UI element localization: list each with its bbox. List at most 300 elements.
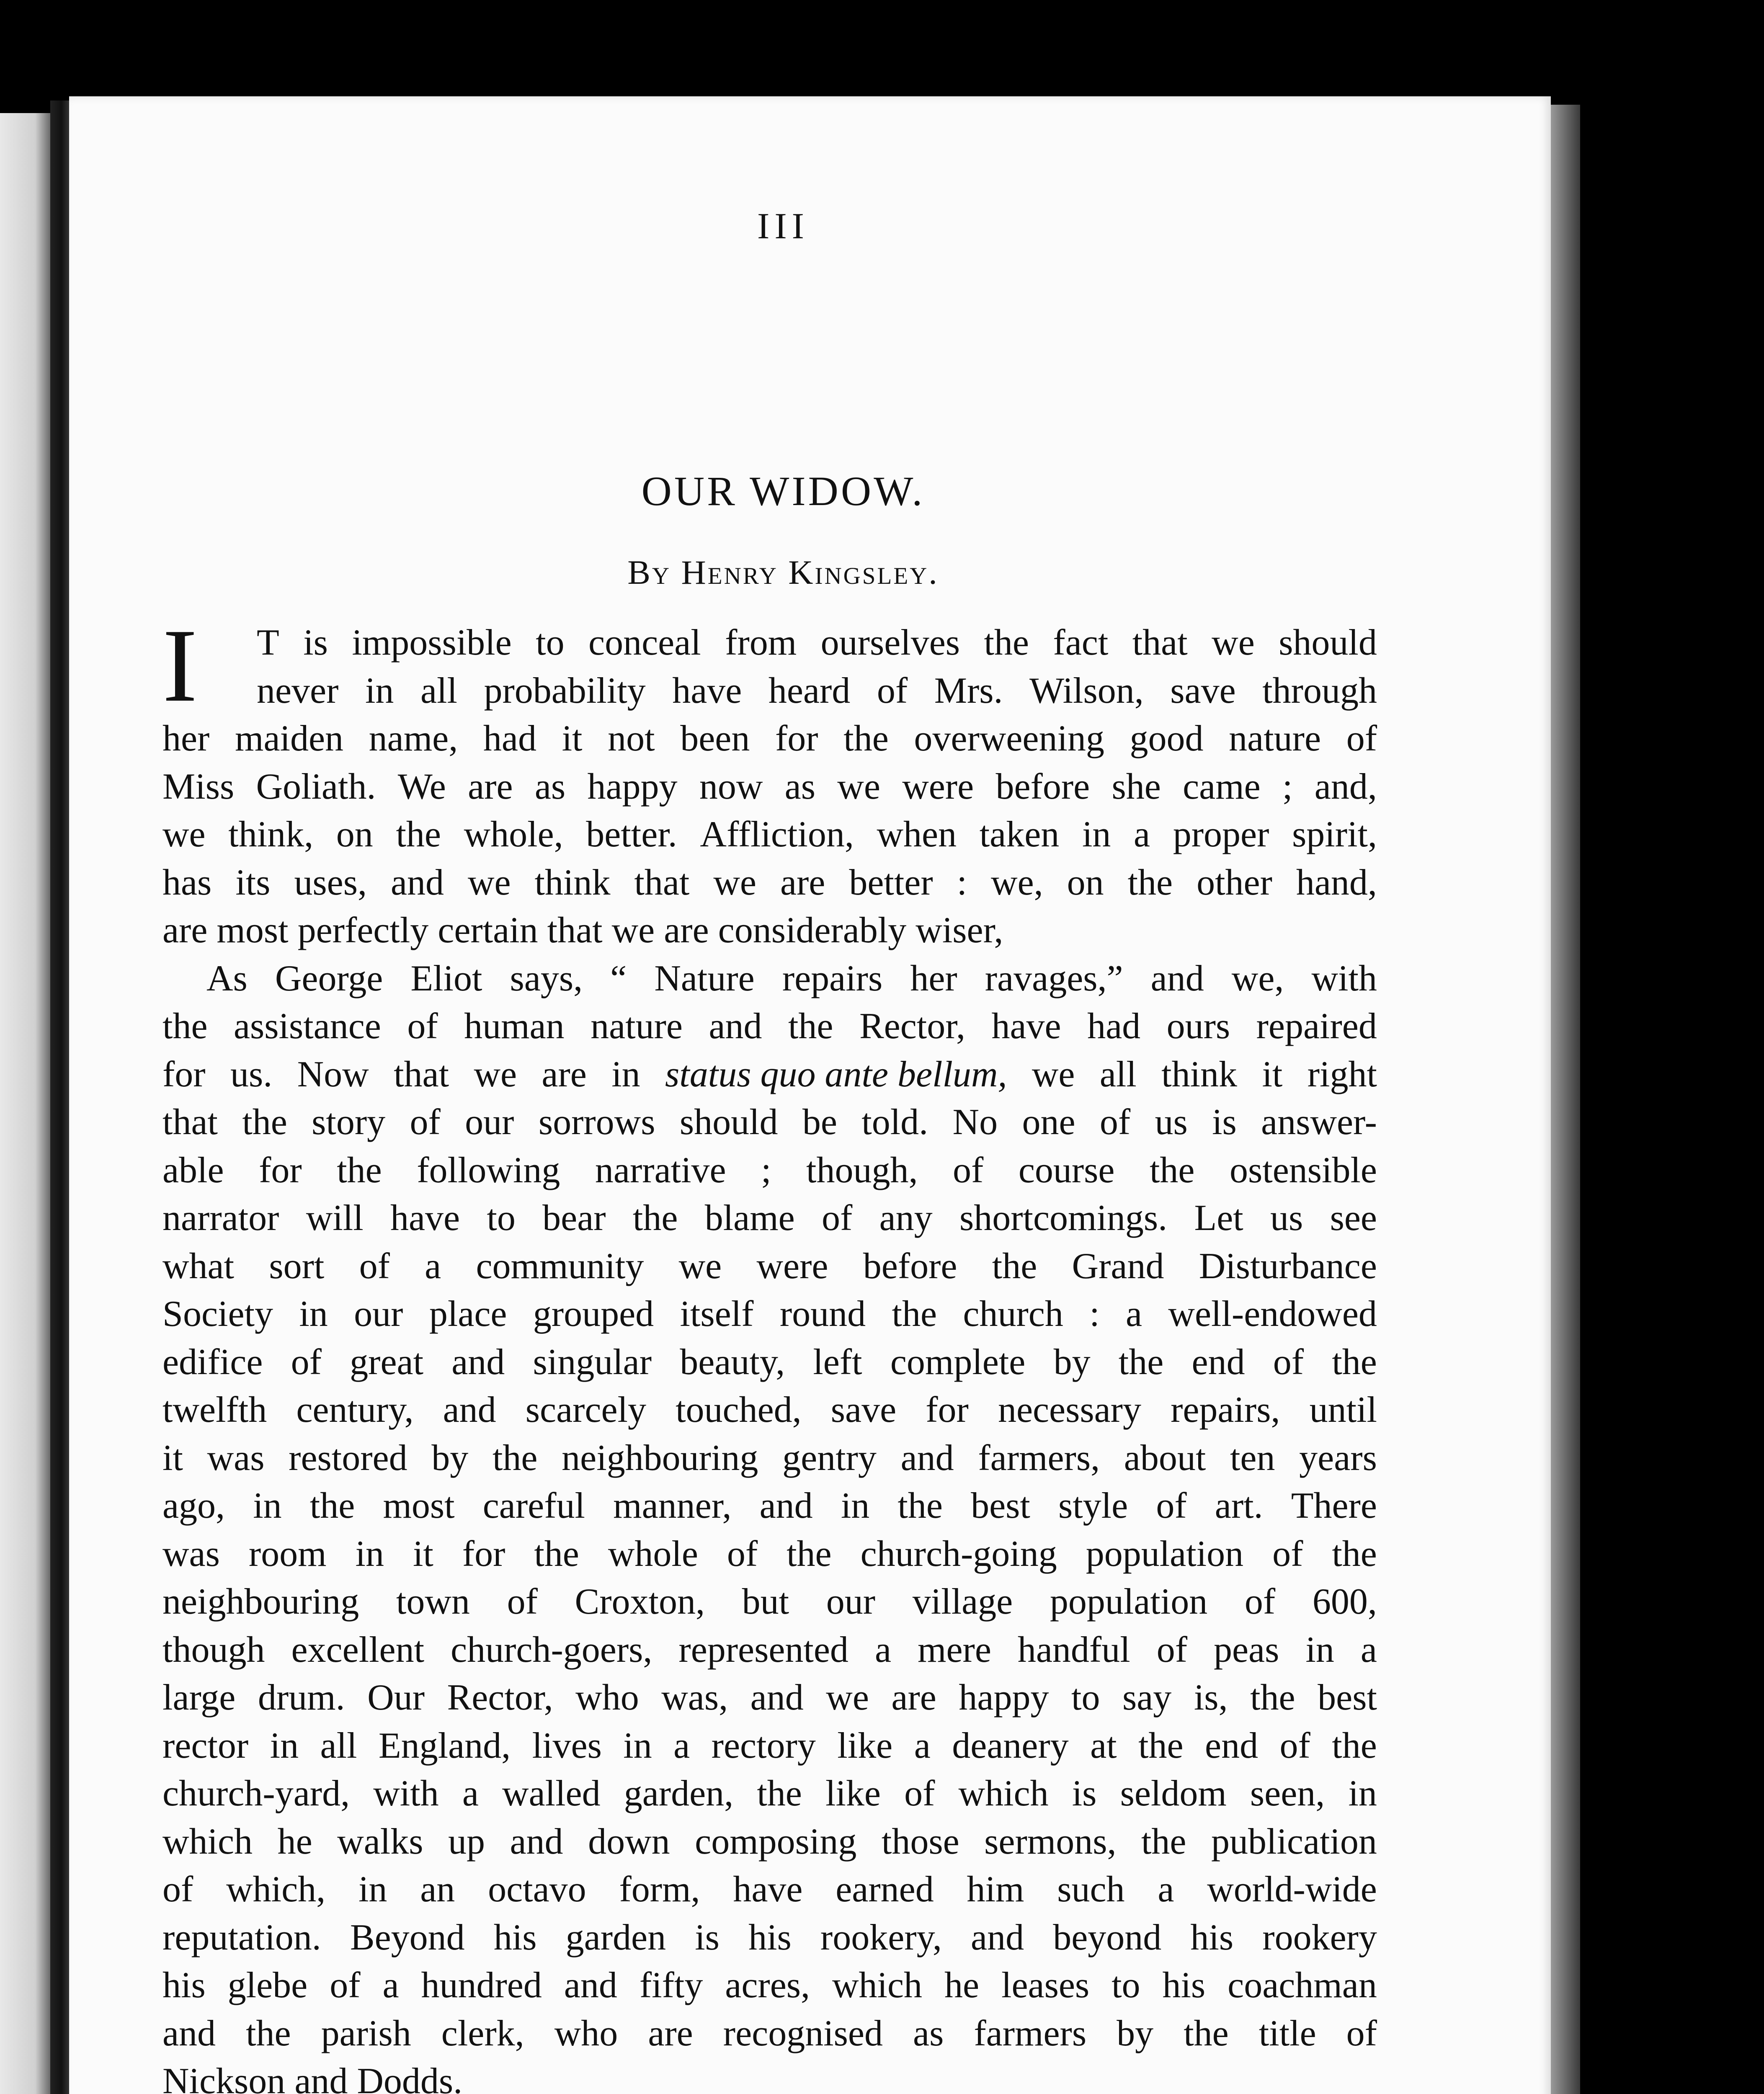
text-line	[162, 1290, 1377, 1338]
text-line	[162, 1818, 1377, 1866]
word: Croxton,	[575, 1581, 705, 1622]
word: status quo ante bellum,	[665, 1054, 1007, 1095]
text-line	[162, 1147, 1377, 1195]
page-edge-shadow	[1551, 105, 1580, 2094]
word: is	[1072, 1773, 1097, 1814]
word: in	[611, 1054, 640, 1095]
word: was,	[661, 1677, 728, 1718]
word: blame	[704, 1198, 795, 1238]
word: considerably	[718, 910, 907, 951]
word: of	[1244, 1581, 1276, 1622]
word: title	[1259, 2013, 1316, 2054]
word: what	[162, 1246, 235, 1287]
word: in	[253, 1485, 282, 1526]
word: in	[623, 1725, 652, 1766]
word: ourselves	[820, 622, 960, 663]
word: left	[813, 1341, 862, 1382]
word: with	[1311, 958, 1377, 999]
word: when	[877, 814, 957, 855]
word: ostensible	[1230, 1150, 1377, 1191]
word: his	[493, 1917, 537, 1958]
word: of	[953, 1150, 984, 1191]
word: one	[1022, 1102, 1075, 1142]
word: town	[396, 1581, 470, 1622]
text-line	[162, 859, 1377, 907]
word: twelfth	[162, 1390, 267, 1430]
word: our	[354, 1294, 403, 1334]
word: that	[162, 1102, 218, 1142]
word: in	[1082, 814, 1111, 855]
word: until	[1309, 1390, 1377, 1430]
word: and,	[1314, 766, 1377, 807]
word: impossible	[352, 622, 512, 663]
word: the	[1118, 1341, 1164, 1382]
word: farmers,	[978, 1437, 1100, 1478]
word: the	[1250, 1677, 1295, 1718]
word: shortcomings.	[959, 1198, 1168, 1238]
word: neighbouring	[162, 1581, 359, 1622]
word: Eliot	[410, 958, 482, 999]
word: earned	[836, 1869, 934, 1910]
word: 600,	[1312, 1581, 1377, 1622]
word: round	[779, 1294, 866, 1334]
word: and	[162, 2013, 216, 2054]
word: of	[359, 1246, 390, 1287]
word: and	[294, 2061, 348, 2094]
word: an	[420, 1869, 455, 1910]
word: the	[242, 1102, 287, 1142]
text-line	[162, 1914, 1377, 1962]
word: singular	[533, 1341, 652, 1382]
text-line	[162, 1482, 1377, 1530]
drop-cap: I	[162, 608, 198, 724]
word: says,	[510, 958, 583, 999]
word: who	[575, 1677, 639, 1718]
text-line	[162, 1866, 1377, 1914]
word: our	[826, 1581, 876, 1622]
word: walks	[337, 1821, 423, 1862]
word: on	[1067, 862, 1104, 903]
word: best	[1318, 1677, 1377, 1718]
word: years	[1299, 1437, 1377, 1478]
word: Disturbance	[1199, 1246, 1377, 1287]
word: excellent	[291, 1629, 425, 1670]
text-line	[162, 1338, 1377, 1387]
word: heard	[768, 670, 851, 711]
word: the	[1127, 862, 1173, 903]
word: of	[1346, 2013, 1377, 2054]
word: see	[1330, 1198, 1377, 1238]
text-line	[162, 955, 1377, 1003]
word: rookery,	[820, 1917, 942, 1958]
word: it	[1262, 1054, 1283, 1095]
word: T	[257, 622, 279, 663]
word: us	[1270, 1198, 1303, 1238]
word: ;	[1282, 766, 1293, 807]
word: and	[900, 1437, 954, 1478]
word: which	[832, 1965, 923, 2006]
word: though,	[806, 1150, 918, 1191]
word: style	[1058, 1485, 1128, 1526]
word: the	[1332, 1341, 1377, 1382]
word: publication	[1211, 1821, 1377, 1862]
word: of	[1156, 1629, 1187, 1670]
word: have	[733, 1869, 803, 1910]
text-line	[162, 2010, 1377, 2058]
word: the	[492, 1437, 538, 1478]
word: which,	[226, 1869, 326, 1910]
word: large	[162, 1677, 236, 1718]
word: most	[383, 1485, 455, 1526]
word: have	[390, 1198, 460, 1238]
word: are	[542, 1054, 587, 1095]
word: a	[382, 1965, 399, 2006]
word: walled	[502, 1773, 601, 1814]
word: for	[775, 718, 818, 759]
text-line	[162, 715, 1377, 763]
word: we	[1212, 622, 1255, 663]
word: with	[373, 1773, 439, 1814]
word: the	[892, 1294, 937, 1334]
word: end	[1191, 1341, 1245, 1382]
word: the	[162, 1006, 208, 1047]
word: community	[476, 1246, 644, 1287]
word: and	[451, 1341, 505, 1382]
word: garden,	[624, 1773, 734, 1814]
word: reputation.	[162, 1917, 321, 1958]
word: to	[536, 622, 565, 663]
word: that	[547, 910, 603, 951]
word: of	[507, 1581, 538, 1622]
word: happy	[959, 1677, 1049, 1718]
word: his	[162, 1965, 206, 2006]
word: and	[564, 1965, 617, 2006]
word: to	[1112, 1965, 1140, 2006]
word: coachman	[1228, 1965, 1377, 2006]
word: Rector,	[859, 1006, 965, 1047]
word: its	[235, 862, 271, 903]
word: and	[510, 1821, 563, 1862]
word: village	[912, 1581, 1013, 1622]
word: bear	[542, 1198, 606, 1238]
word: and	[443, 1390, 496, 1430]
book-gutter	[50, 101, 69, 2094]
text-line	[162, 1674, 1377, 1722]
word: are	[664, 910, 709, 951]
word: never	[257, 670, 339, 711]
word: beyond	[1053, 1917, 1162, 1958]
word: peas	[1214, 1629, 1279, 1670]
word: Rector,	[447, 1677, 553, 1718]
word: answer-	[1261, 1102, 1377, 1142]
word: nature	[1229, 718, 1321, 759]
word: represented	[678, 1629, 848, 1670]
word: in	[1348, 1773, 1377, 1814]
word: should	[1279, 622, 1377, 663]
word: should	[679, 1102, 778, 1142]
word: like	[825, 1773, 881, 1814]
word: him	[967, 1869, 1024, 1910]
word: of	[330, 1965, 361, 2006]
story-title: OUR WIDOW.	[641, 468, 925, 514]
word: a	[673, 1725, 690, 1766]
word: are	[468, 766, 513, 807]
word: before	[863, 1246, 957, 1287]
word: the	[632, 1198, 678, 1238]
word: had	[483, 718, 536, 759]
word: uses,	[294, 862, 367, 903]
text-line	[162, 619, 1377, 667]
word: rectory	[711, 1725, 816, 1766]
word: are	[162, 910, 208, 951]
word: As	[206, 958, 248, 999]
word: to	[487, 1198, 516, 1238]
word: we	[162, 814, 206, 855]
word: overweening	[914, 718, 1104, 759]
word: of	[1279, 1725, 1310, 1766]
word: the	[984, 622, 1029, 663]
word: garden	[565, 1917, 666, 1958]
word: her	[910, 958, 957, 999]
word: save	[1170, 670, 1236, 711]
word: it	[562, 718, 583, 759]
word: of	[407, 1006, 438, 1047]
word: in	[1305, 1629, 1334, 1670]
word: was	[162, 1533, 220, 1574]
word: in	[358, 1869, 387, 1910]
word: following	[417, 1150, 560, 1191]
word: a	[1360, 1629, 1377, 1670]
word: careful	[482, 1485, 585, 1526]
text-line	[162, 1962, 1377, 2010]
word: Miss	[162, 766, 235, 807]
word: he	[944, 1965, 980, 2006]
page-number: III	[757, 206, 809, 247]
word: the	[246, 2013, 291, 2054]
text-line	[162, 1003, 1377, 1051]
text-line	[162, 811, 1377, 859]
word: end	[1205, 1725, 1259, 1766]
word: as	[784, 766, 815, 807]
word: who	[554, 2013, 618, 2054]
word: Society	[162, 1294, 273, 1334]
word: certain	[438, 910, 538, 951]
word: Beyond	[350, 1917, 465, 1958]
word: of	[1346, 718, 1377, 759]
word: lives	[532, 1725, 602, 1766]
word: drum.	[258, 1677, 345, 1718]
word: century,	[296, 1390, 414, 1430]
word: those	[881, 1821, 959, 1862]
word: think,	[228, 814, 314, 855]
word: wiser,	[916, 910, 1003, 951]
word: grouped	[533, 1294, 654, 1334]
word: whole,	[464, 814, 563, 855]
word: perfectly	[297, 910, 429, 951]
word: all	[1099, 1054, 1137, 1095]
word: the	[1138, 1725, 1184, 1766]
word: restored	[289, 1437, 407, 1478]
word: better	[849, 862, 933, 903]
word: ;	[761, 1150, 771, 1191]
word: story	[312, 1102, 386, 1142]
word: the	[1332, 1725, 1377, 1766]
word: is,	[1194, 1677, 1228, 1718]
author-byline: By Henry Kingsley.	[627, 553, 939, 591]
word: have	[672, 670, 742, 711]
word: had	[1087, 1006, 1141, 1047]
word: a	[1134, 814, 1150, 855]
word: for	[162, 1054, 206, 1095]
body-text	[162, 608, 1377, 2094]
word: form,	[619, 1869, 700, 1910]
word: ravages,”	[985, 958, 1123, 999]
word: room	[248, 1533, 327, 1574]
word: the	[337, 1150, 382, 1191]
word: and	[390, 862, 444, 903]
word: through	[1262, 670, 1377, 711]
word: mere	[918, 1629, 991, 1670]
word: whole	[608, 1533, 698, 1574]
word: deanery	[952, 1725, 1069, 1766]
text-line	[162, 763, 1377, 811]
word: necessary	[998, 1390, 1141, 1430]
word: art.	[1215, 1485, 1263, 1526]
word: as	[534, 766, 566, 807]
word: have	[991, 1006, 1061, 1047]
word: great	[350, 1341, 424, 1382]
word: not	[608, 718, 655, 759]
text-line	[162, 2058, 1377, 2094]
word: repaired	[1256, 1006, 1377, 1047]
word: world-wide	[1207, 1869, 1377, 1910]
word: by	[1117, 2013, 1154, 2054]
word: edifice	[162, 1341, 263, 1382]
word: other	[1197, 862, 1272, 903]
word: and	[971, 1917, 1024, 1958]
word: proper	[1173, 814, 1269, 855]
word: were	[902, 766, 974, 807]
word: his	[748, 1917, 792, 1958]
word: a	[874, 1629, 891, 1670]
word: seen,	[1250, 1773, 1325, 1814]
word: well-endowed	[1168, 1294, 1377, 1334]
word: nature	[591, 1006, 683, 1047]
word: Nature	[654, 958, 755, 999]
word: Let	[1194, 1198, 1243, 1238]
word: right	[1307, 1054, 1377, 1095]
word: ten	[1230, 1437, 1275, 1478]
word: like	[837, 1725, 893, 1766]
word: we	[713, 862, 756, 903]
word: be	[802, 1102, 837, 1142]
word: the	[1141, 1821, 1186, 1862]
word: were	[756, 1246, 828, 1287]
word: it	[413, 1533, 433, 1574]
word: name,	[369, 718, 458, 759]
word: by	[1053, 1341, 1091, 1382]
word: we	[837, 766, 880, 807]
word: touched,	[676, 1390, 802, 1430]
word: a	[425, 1246, 441, 1287]
word: of	[877, 670, 908, 711]
word: of	[291, 1341, 322, 1382]
word: that	[1132, 622, 1188, 663]
word: Goliath.	[256, 766, 376, 807]
word: hand,	[1296, 862, 1377, 903]
word: acres,	[725, 1965, 810, 2006]
word: the	[534, 1533, 579, 1574]
word: before	[995, 766, 1090, 807]
word: save	[830, 1390, 897, 1430]
word: of	[904, 1773, 935, 1814]
word: :	[1089, 1294, 1100, 1334]
word: in	[299, 1294, 328, 1334]
word: we	[611, 910, 655, 951]
word: most	[217, 910, 289, 951]
word: at	[1090, 1725, 1117, 1766]
word: church-going	[860, 1533, 1057, 1574]
word: of	[1273, 1341, 1304, 1382]
word: for	[926, 1390, 969, 1430]
text-line	[162, 667, 1377, 715]
word: Nickson	[162, 2061, 286, 2094]
word: Dodds.	[357, 2061, 463, 2094]
word: all	[320, 1725, 357, 1766]
word: for	[259, 1150, 302, 1191]
word: we	[826, 1677, 869, 1718]
word: :	[957, 862, 967, 903]
word: on	[336, 814, 373, 855]
word: that	[394, 1054, 449, 1095]
word: farmers	[974, 2013, 1087, 2054]
word: church-goers,	[451, 1629, 652, 1670]
word: a	[1126, 1294, 1142, 1334]
word: hundred	[421, 1965, 542, 2006]
word: probability	[484, 670, 646, 711]
word: the	[788, 1006, 833, 1047]
word: the	[757, 1773, 802, 1814]
word: leases	[1001, 1965, 1090, 2006]
word: we	[474, 1054, 517, 1095]
word: are	[891, 1677, 936, 1718]
text-line	[162, 1722, 1377, 1770]
word: gentry	[782, 1437, 877, 1478]
word: spirit,	[1292, 814, 1377, 855]
word: church	[963, 1294, 1063, 1334]
word: of	[1156, 1485, 1187, 1526]
word: of	[1272, 1533, 1303, 1574]
word: Grand	[1072, 1246, 1164, 1287]
word: a	[914, 1725, 931, 1766]
word: the	[787, 1533, 832, 1574]
word: the	[309, 1485, 355, 1526]
left-page-edge	[0, 113, 50, 2094]
word: we,	[991, 862, 1043, 903]
word: and	[1150, 958, 1204, 999]
word: has	[162, 862, 212, 903]
text-line	[162, 1386, 1377, 1434]
text-line	[162, 1578, 1377, 1626]
word: is	[303, 622, 328, 663]
word: the	[897, 1485, 943, 1526]
word: think	[1161, 1054, 1238, 1095]
word: in	[270, 1725, 299, 1766]
word: came	[1183, 766, 1261, 807]
word: of	[410, 1102, 441, 1142]
word: human	[464, 1006, 565, 1047]
word: of	[1099, 1102, 1131, 1142]
